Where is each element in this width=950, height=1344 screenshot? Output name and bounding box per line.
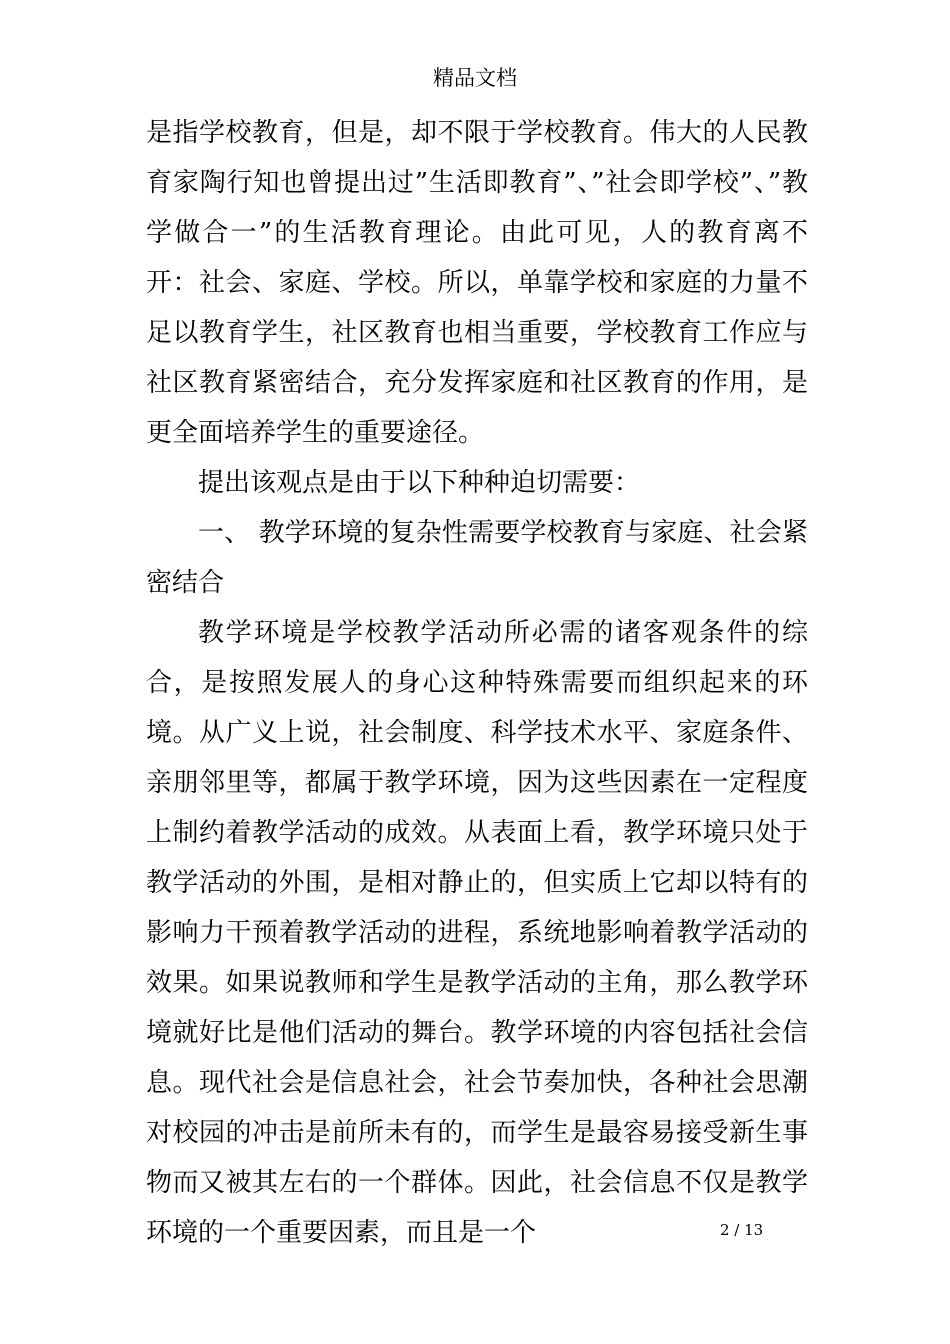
section-heading: 一、 教学环境的复杂性需要学校教育与家庭、社会紧密结合 <box>146 518 808 598</box>
paragraph-teaching-environment: 教学环境是学校教学活动所必需的诸客观条件的综合，是按照发展人的身心这种特殊需要而组织起来的环境。从广义上说，社会制度、科学技术水平、家庭条件、亲朋邻里等，都属于教学环境，因为这些因素在一定程度上制约着教学活动的成效。从表面上看，教学环境只处于教学活动的外围，是相对静止的，但实质上它却以特有的影响力干预着教学活动的进程，系统地影响着教学活动的效果。如果说教师和学生是教学活动的主角，那么教学环境就好比是他们活动的舞台。教学环境的内容包括社会信息。现代社会是信息社会，社会节奏加快，各种社会思潮对校园的冲击是前所未有的，而学生是最容易接受新生事物而又被其左右的一个群体。因此，社会信息不仅是教学环境的一个重要因素，而且是一个 <box>146 618 808 1248</box>
page-header: 精品文档 <box>433 66 517 90</box>
paragraph-continuation: 是指学校教育，但是，却不限于学校教育。伟大的人民教育家陶行知也曾提出过”生活即教育”、”社会即学校”、”教学做合一”的生活教育理论。由此可见，人的教育离不开：社会、家庭、学校。所以，单靠学校和家庭的力量不足以教育学生，社区教育也相当重要，学校教育工作应与社区教育紧密结合，充分发挥家庭和社区教育的作用，是更全面培养学生的重要途径。 <box>146 118 808 448</box>
paragraph-intro: 提出该观点是由于以下种种迫切需要： <box>198 468 641 498</box>
document-body <box>146 108 808 1258</box>
page-number: 2 / 13 <box>720 1221 764 1239</box>
